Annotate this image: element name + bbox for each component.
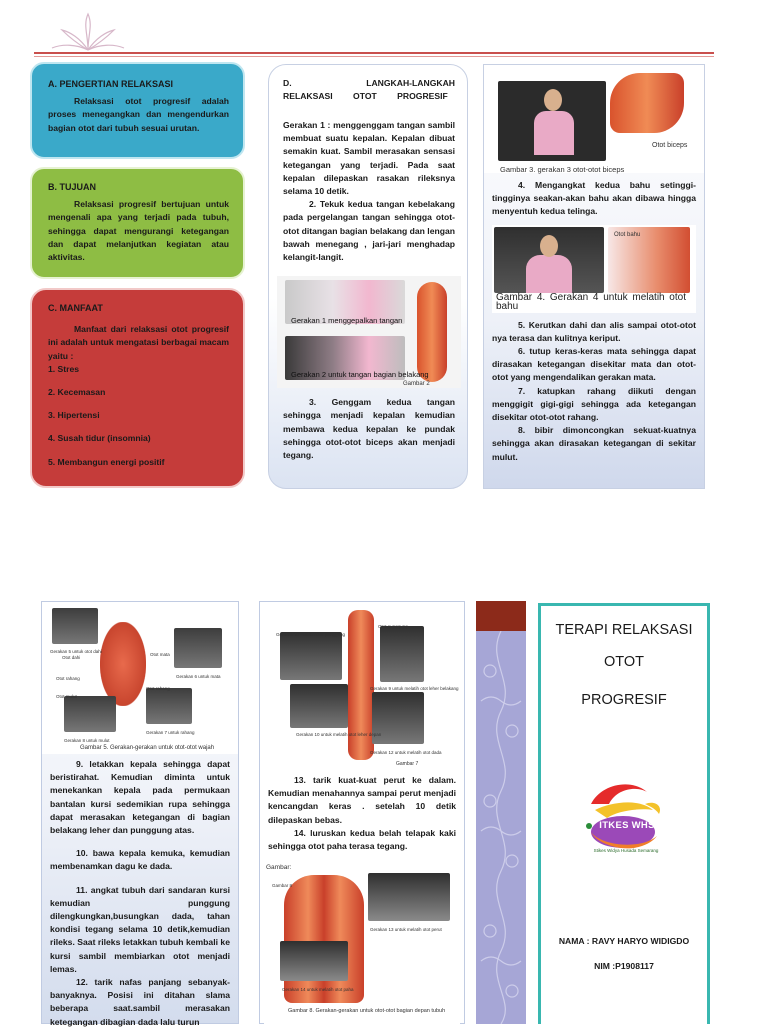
- step-text: 7. katupkan rahang diikuti dengan menggigit gigi-gigi sehingga ada ketegangan disekitar otot-otot rahang.: [492, 385, 696, 423]
- section-title: B. TUJUAN: [48, 182, 97, 192]
- person-figure: [526, 255, 572, 293]
- section-tujuan: [30, 167, 245, 279]
- figure-caption: Gambar 3. gerakan 3 otot-otot biceps: [500, 165, 625, 174]
- header-rule: [34, 52, 714, 54]
- floral-pattern-icon: [476, 601, 526, 1024]
- figure-caption: Gerakan 2 untuk tangan bagian belakang: [291, 370, 429, 380]
- figure-caption: Gambar 8. Gerakan-gerakan untuk otot-otot bagian depan tubuh: [288, 1008, 446, 1015]
- step-text: 4. Mengangkat kedua bahu setinggi-tingginya seakan-akan bahu akan dibawa hingga menyentuh kedua telinga.: [492, 180, 696, 217]
- list-item: 2. Kecemasan: [48, 387, 106, 398]
- list-item: 3. Hipertensi: [48, 410, 100, 421]
- figure-caption: Gerakan 1 menggepalkan tangan: [291, 316, 403, 326]
- figure-label: Otot mulut: [56, 694, 77, 699]
- figure-label: Otot biceps: [652, 142, 688, 149]
- step-text: 3. Genggam kedua tangan sehingga menjadi kepalan kemudian membawa kedua kepalan ke pundak sehingga otot-otot biceps akan menjadi tegang.: [283, 397, 455, 461]
- figure-otot-punggung: [260, 602, 464, 768]
- section-langkah-lanjutan: [483, 64, 705, 489]
- step-text: Gerakan 1 : menggenggam tangan sambil membuat suatu kepalan. Kepalan dibuat semakin kuat. Sambil merasakan sensasi ketegangan yang terjadi. Pada saat kepalan dilepaskan rasakan rileksnya selama 10 detik.: [283, 120, 455, 197]
- figure-gerakan-4: [492, 225, 696, 313]
- figure-label: Gerakan 13 untuk melatih otot perut: [370, 927, 442, 933]
- panel-tubuh: [259, 601, 465, 1024]
- section-title: C. MANFAAT: [48, 303, 103, 313]
- photo-face-dahi: [52, 608, 98, 644]
- panel-wajah: [41, 601, 239, 1027]
- section-text: Relaksasi otot progresif adalah proses menegangkan dan mengendurkan bagian otot dari tubuh sesuai urutan.: [48, 96, 229, 133]
- section-intro: Manfaat dari relaksasi otot progresif ini adalah untuk mengatasi berbagai macam yaitu :: [48, 324, 229, 361]
- section-title: A. PENGERTIAN RELAKSASI: [48, 79, 174, 89]
- list-item: 4. Susah tidur (insomnia): [48, 433, 151, 444]
- author-nim: NIM :P1908117: [594, 961, 654, 971]
- person-head: [540, 235, 558, 257]
- figure-label: Gerakan 14 untuk melatih otot paha: [282, 987, 354, 993]
- figure-gerakan-1-2: [277, 276, 461, 388]
- floral-strip: [476, 601, 526, 1024]
- step-text: 12. tarik nafas panjang sebanyak-banyaknya. Posisi ini ditahan slama beberapa saat.sambil merasakan ketegangan dibagian dada lalu turun: [50, 977, 230, 1027]
- figure-caption: Gambar 5. Gerakan-gerakan untuk otot-otot wajah: [80, 745, 215, 751]
- header-rule-thin: [34, 56, 714, 57]
- step-text: 13. tarik kuat-kuat perut ke dalam. Kemudian menahannya sampai perut menjadi kencangdan keras . setelah 10 detik dilepaskan bebas.: [268, 775, 456, 825]
- logo-text: ITKES WHS: [599, 820, 655, 831]
- figure-label: Gambar 7: [396, 761, 419, 767]
- figure-label: Otot punggung: [378, 624, 408, 629]
- figure-label: Gerakan 7 untuk rahang: [146, 730, 195, 735]
- list-item: 5. Membangun energi positif: [48, 456, 165, 467]
- figure-gerakan-3: [484, 65, 704, 173]
- figure-label: Otot bahu: [614, 231, 641, 238]
- face-muscle-image: [100, 622, 146, 706]
- section-pengertian: [30, 62, 245, 159]
- photo-face-mata: [174, 628, 222, 668]
- cover-panel: [538, 603, 710, 1024]
- figure-label: Gerakan 12 untuk melatih otot dada: [370, 750, 442, 755]
- figure-label: Gerakan 5 untuk otot dahi: [50, 649, 102, 654]
- figure-caption: Gambar 2: [403, 381, 430, 388]
- author-name: NAMA : RAVY HARYO WIDIGDO: [558, 936, 690, 946]
- figure-label: Gerakan 10 untuk melatih otot leher depan: [296, 732, 382, 737]
- cover-title-3: PROGRESIF: [581, 692, 667, 708]
- figure-label: Gambar 8: [272, 883, 293, 889]
- figure-label: Gerakan 11 melatih otot punggung: [276, 632, 345, 637]
- muscle-forearm-image: [417, 282, 447, 382]
- person-head: [544, 89, 562, 111]
- photo-perut: [368, 873, 450, 921]
- figure-label: Gerakan 9 untuk melatih otot leher belakang: [370, 686, 459, 691]
- section-langkah: [268, 64, 468, 489]
- header-ornament: [48, 10, 128, 54]
- cover-title-1: TERAPI RELAKSASI: [555, 622, 693, 638]
- step-text: 14. luruskan kedua belah telapak kaki sehingga otot paha terasa tegang.: [268, 827, 456, 852]
- itkes-logo: [581, 774, 671, 864]
- figure-label: Otot rahang: [146, 686, 170, 691]
- section-title: D. LANGKAH-LANGKAH RELAKSASI OTOT PROGRESIF: [283, 78, 455, 101]
- muscle-biceps-image: [610, 73, 684, 133]
- photo-leher-belakang: [380, 626, 424, 682]
- step-text: 5. Kerutkan dahi dan alis sampai otot-otot nya terasa dan kulitnya keriput.: [492, 319, 696, 343]
- floral-strip-top: [476, 601, 526, 631]
- figure-label: Otot rahang: [56, 676, 80, 681]
- step-text: 2. Tekuk kedua tangan kebelakang pada pergelangan tangan sehingga otot-otot ditangan bagian belakang dan lengan bawah menegang , jari-jari menghadap kelangit-langit.: [283, 199, 455, 263]
- logo-subtext: Stikes Widya Husada Semarang: [593, 848, 659, 853]
- figure-label: Otot dahi: [62, 655, 81, 660]
- photo-paha: [280, 941, 348, 981]
- section-text: Relaksasi progresif bertujuan untuk mengenali apa yang terjadi pada tubuh, sehingga dapat mengurangi ketegangan dan dapat melanjutkan kegiatan atau aktivitas.: [48, 199, 229, 263]
- figure-heading: Gambar:: [266, 864, 292, 872]
- person-figure: [534, 111, 574, 155]
- step-text: 11. angkat tubuh dari sandaran kursi kemudian punggung dilengkungkan,busungkan dada, tahan kondisi tegang selama 10 detik,kemudian rileks. Saat rileks letakkan tubuh kembali ke kursi sambil membiarkan otot menjadi lemas.: [50, 884, 230, 974]
- section-manfaat: [30, 288, 245, 488]
- step-text: 6. tutup keras-keras mata sehingga dapat dirasakan ketegangan disekitar mata dan otot-otot yang mengendalikan gerakan mata.: [492, 346, 696, 383]
- figure-label: Gerakan 8 untuk mulut: [64, 738, 110, 743]
- step-text: 8. bibir dimoncongkan sekuat-kuatnya sehingga akan dirasakan ketegangan di sekitar mulut.: [492, 425, 696, 462]
- figure-otot-depan: [264, 859, 460, 1025]
- list-item: 1. Stres: [48, 363, 80, 374]
- cover-title-2: OTOT: [603, 654, 644, 670]
- figure-otot-wajah: [42, 602, 238, 754]
- figure-label: Gerakan 6 untuk mata: [176, 674, 221, 679]
- step-text: 9. letakkan kepala sehingga dapat beristirahat. Kemudian diminta untuk menekankan kepala pada permukaan bantalan kursi sedemikian rupa sehingga dapat merasakan ketegangan di bagian belakang leher dan punggung atas.: [50, 759, 230, 836]
- photo-leher-depan: [290, 684, 348, 728]
- figure-caption: Gambar 4. Gerakan 4 untuk melatih otot bahu: [496, 291, 686, 312]
- figure-label: Otot mata: [150, 652, 170, 657]
- step-text: 10. bawa kepala kemuka, kemudian membenamkan dagu ke dada.: [50, 848, 230, 872]
